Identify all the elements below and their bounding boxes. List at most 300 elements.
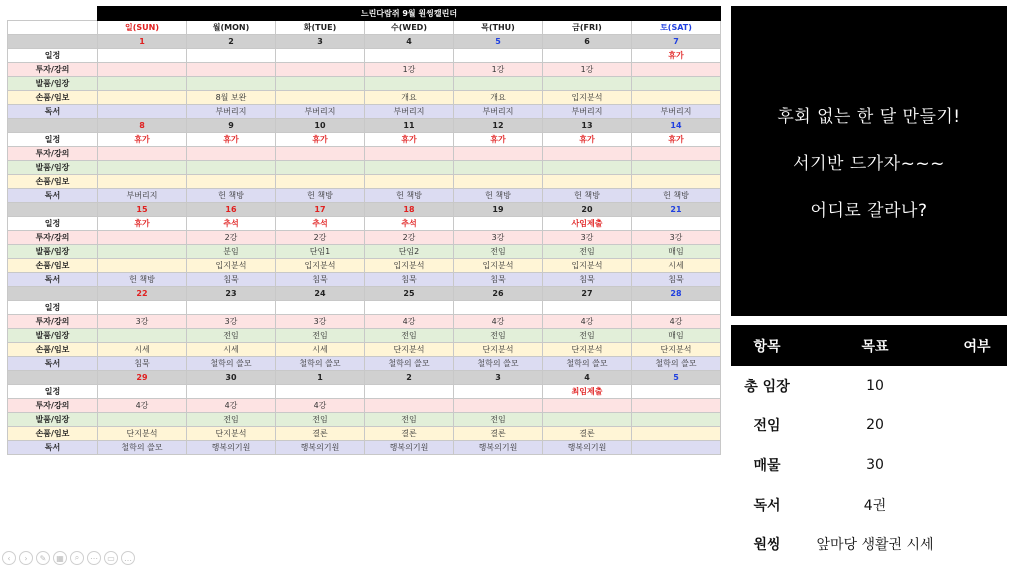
row-label: 독서 bbox=[8, 357, 98, 371]
calendar-cell: 3강 bbox=[632, 231, 721, 245]
day-header: 화(TUE) bbox=[276, 21, 365, 35]
date-cell: 12 bbox=[454, 119, 543, 133]
calendar-cell bbox=[187, 49, 276, 63]
calendar-cell bbox=[365, 301, 454, 315]
calendar-cell: 휴가 bbox=[98, 217, 187, 231]
goal-item: 매물 bbox=[753, 457, 781, 474]
calendar-cell: 부버리지 bbox=[632, 105, 721, 119]
day-header: 목(THU) bbox=[454, 21, 543, 35]
calendar-cell bbox=[276, 175, 365, 189]
date-cell: 13 bbox=[543, 119, 632, 133]
row-label: 발품/임장 bbox=[8, 413, 98, 427]
calendar-cell: 매임 bbox=[632, 245, 721, 259]
calendar-cell bbox=[276, 147, 365, 161]
calendar-cell: 헌 책방 bbox=[454, 189, 543, 203]
calendar-cell bbox=[365, 161, 454, 175]
row-label: 독서 bbox=[8, 189, 98, 203]
row-label: 투자/강의 bbox=[8, 399, 98, 413]
calendar-cell: 2강 bbox=[187, 231, 276, 245]
activity-row bbox=[8, 189, 721, 203]
date-row-blank bbox=[8, 287, 98, 301]
activity-row bbox=[8, 343, 721, 357]
date-cell: 23 bbox=[187, 287, 276, 301]
goal-status bbox=[947, 406, 1007, 446]
zoom-icon[interactable]: ⌕ bbox=[70, 551, 84, 565]
calendar-cell: 단임2 bbox=[365, 245, 454, 259]
calendar-cell bbox=[276, 301, 365, 315]
calendar-cell: 헌 책방 bbox=[187, 189, 276, 203]
calendar-cell: 입지분석 bbox=[365, 259, 454, 273]
calendar-cell bbox=[454, 385, 543, 399]
calendar-cell: 1강 bbox=[365, 63, 454, 77]
row-label: 손품/임보 bbox=[8, 259, 98, 273]
goal-item: 총 임장 bbox=[744, 378, 790, 395]
calendar-cell: 입지분석 bbox=[187, 259, 276, 273]
menu-icon[interactable]: … bbox=[121, 551, 135, 565]
activity-row bbox=[8, 175, 721, 189]
goals-header-item: 항목 bbox=[731, 325, 803, 366]
calendar-cell: 2강 bbox=[276, 231, 365, 245]
date-cell: 1 bbox=[98, 35, 187, 49]
calendar-cell: 부버리지 bbox=[276, 105, 365, 119]
row-label: 발품/임장 bbox=[8, 77, 98, 91]
date-row bbox=[8, 203, 721, 217]
calendar-cell bbox=[98, 91, 187, 105]
goals-header-status: 여부 bbox=[947, 325, 1007, 366]
calendar-cell: 시세 bbox=[187, 343, 276, 357]
calendar-cell bbox=[187, 385, 276, 399]
date-cell: 3 bbox=[454, 371, 543, 385]
calendar-cell: 전임 bbox=[187, 329, 276, 343]
goal-status bbox=[947, 445, 1007, 485]
row-label: 투자/강의 bbox=[8, 231, 98, 245]
calendar-cell: 헌 책방 bbox=[543, 189, 632, 203]
date-row-blank bbox=[8, 203, 98, 217]
date-cell: 5 bbox=[454, 35, 543, 49]
activity-row bbox=[8, 259, 721, 273]
date-cell: 16 bbox=[187, 203, 276, 217]
goals-header-row bbox=[731, 325, 1007, 366]
calendar-cell: 철학의 쓸모 bbox=[187, 357, 276, 371]
calendar-cell: 휴가 bbox=[632, 133, 721, 147]
calendar-cell: 추석 bbox=[276, 217, 365, 231]
calendar-cell: 3강 bbox=[98, 315, 187, 329]
calendar-cell: 헌 책방 bbox=[98, 273, 187, 287]
calendar-cell bbox=[98, 329, 187, 343]
calendar-cell: 3강 bbox=[454, 231, 543, 245]
day-header-row bbox=[8, 21, 721, 35]
calendar-cell bbox=[454, 175, 543, 189]
calendar-cell bbox=[365, 147, 454, 161]
calendar-cell: 매임 bbox=[632, 329, 721, 343]
activity-row bbox=[8, 441, 721, 455]
date-row bbox=[8, 287, 721, 301]
calendar-cell: 헌 책방 bbox=[365, 189, 454, 203]
activity-row bbox=[8, 413, 721, 427]
calendar-cell bbox=[365, 49, 454, 63]
date-cell: 29 bbox=[98, 371, 187, 385]
row-label: 일정 bbox=[8, 217, 98, 231]
calendar-cell: 결론 bbox=[454, 427, 543, 441]
goal-target: 30 bbox=[866, 456, 884, 473]
activity-row bbox=[8, 399, 721, 413]
goal-target: 20 bbox=[866, 417, 884, 434]
calendar-cell: 전임 bbox=[454, 245, 543, 259]
calendar-cell bbox=[543, 413, 632, 427]
calendar-cell: 침묵 bbox=[543, 273, 632, 287]
calendar-cell: 결론 bbox=[543, 427, 632, 441]
calendar-cell: 전임 bbox=[276, 329, 365, 343]
goal-item: 전임 bbox=[753, 418, 781, 435]
goal-row bbox=[731, 524, 1007, 564]
calendar-cell: 휴가 bbox=[365, 133, 454, 147]
row-label: 발품/임장 bbox=[8, 161, 98, 175]
date-cell: 24 bbox=[276, 287, 365, 301]
row-label: 독서 bbox=[8, 441, 98, 455]
calendar-cell bbox=[543, 301, 632, 315]
date-row bbox=[8, 371, 721, 385]
calendar-cell: 전임 bbox=[454, 329, 543, 343]
calendar-cell: 단지분석 bbox=[543, 343, 632, 357]
date-cell: 14 bbox=[632, 119, 721, 133]
calendar-cell bbox=[98, 175, 187, 189]
calendar-cell: 3강 bbox=[276, 315, 365, 329]
calendar-cell: 4강 bbox=[543, 315, 632, 329]
calendar-cell bbox=[187, 175, 276, 189]
date-cell: 27 bbox=[543, 287, 632, 301]
date-cell: 21 bbox=[632, 203, 721, 217]
date-row-blank bbox=[8, 119, 98, 133]
calendar-cell: 철학의 쓸모 bbox=[632, 357, 721, 371]
goal-status bbox=[947, 524, 1007, 564]
calendar-cell: 시세 bbox=[98, 343, 187, 357]
goals-header-target: 목표 bbox=[803, 325, 947, 366]
goal-item: 독서 bbox=[753, 497, 781, 514]
activity-row bbox=[8, 427, 721, 441]
calendar-cell: 단지분석 bbox=[187, 427, 276, 441]
calendar-cell bbox=[276, 77, 365, 91]
pen-icon[interactable]: ✎ bbox=[36, 551, 50, 565]
activity-row bbox=[8, 301, 721, 315]
date-cell: 2 bbox=[365, 371, 454, 385]
calendar-cell: 4강 bbox=[276, 399, 365, 413]
calendar-cell bbox=[365, 399, 454, 413]
back-icon[interactable]: ‹ bbox=[2, 551, 16, 565]
calendar-cell bbox=[98, 63, 187, 77]
calendar-title: 느린다람쥐 9월 원씽캘린더 bbox=[98, 7, 721, 21]
calendar-cell: 전임 bbox=[365, 413, 454, 427]
row-label: 발품/임장 bbox=[8, 245, 98, 259]
calendar-cell: 입지분석 bbox=[543, 259, 632, 273]
calendar-cell bbox=[187, 77, 276, 91]
row-label: 발품/임장 bbox=[8, 329, 98, 343]
calendar-cell: 입지분석 bbox=[454, 259, 543, 273]
calendar-cell: 3강 bbox=[187, 315, 276, 329]
calendar-cell: 침묵 bbox=[276, 273, 365, 287]
date-cell: 4 bbox=[365, 35, 454, 49]
goal-row bbox=[731, 485, 1007, 525]
date-cell: 30 bbox=[187, 371, 276, 385]
calendar-cell bbox=[632, 301, 721, 315]
calendar-cell: 추석 bbox=[365, 217, 454, 231]
date-row-blank bbox=[8, 35, 98, 49]
calendar-cell: 철학의 쓸모 bbox=[454, 357, 543, 371]
calendar-cell: 분임 bbox=[187, 245, 276, 259]
calendar-cell bbox=[454, 147, 543, 161]
calendar-cell bbox=[454, 49, 543, 63]
calendar-cell bbox=[543, 399, 632, 413]
calendar-cell: 부버리지 bbox=[543, 105, 632, 119]
row-label: 일정 bbox=[8, 133, 98, 147]
motto-line-2: 서기반 드가자~~~ bbox=[793, 153, 945, 174]
goal-row bbox=[731, 445, 1007, 485]
activity-row bbox=[8, 63, 721, 77]
calendar-cell bbox=[98, 161, 187, 175]
calendar-cell bbox=[632, 385, 721, 399]
goal-status bbox=[947, 485, 1007, 525]
date-cell: 19 bbox=[454, 203, 543, 217]
goal-item: 원씽 bbox=[753, 537, 781, 554]
date-cell: 26 bbox=[454, 287, 543, 301]
calendar-cell bbox=[276, 91, 365, 105]
calendar-cell: 단지분석 bbox=[454, 343, 543, 357]
calendar-cell: 입지분석 bbox=[276, 259, 365, 273]
calendar-cell bbox=[276, 49, 365, 63]
calendar-cell: 철학의 쓸모 bbox=[543, 357, 632, 371]
motto-line-1: 후회 없는 한 달 만들기! bbox=[777, 106, 961, 127]
calendar-cell bbox=[98, 231, 187, 245]
calendar-cell: 철학의 쓸모 bbox=[98, 441, 187, 455]
calendar-cell: 철학의 쓸모 bbox=[276, 357, 365, 371]
row-label: 투자/강의 bbox=[8, 63, 98, 77]
date-cell: 20 bbox=[543, 203, 632, 217]
calendar-cell: 부버리지 bbox=[365, 105, 454, 119]
date-cell: 8 bbox=[98, 119, 187, 133]
calendar-cell bbox=[98, 413, 187, 427]
calendar-cell bbox=[632, 413, 721, 427]
calendar-cell bbox=[365, 385, 454, 399]
calendar-cell: 부버리지 bbox=[98, 189, 187, 203]
calendar-cell: 행복의기원 bbox=[365, 441, 454, 455]
subtitle-icon[interactable]: ▭ bbox=[104, 551, 118, 565]
calendar-cell bbox=[276, 63, 365, 77]
date-cell: 4 bbox=[543, 371, 632, 385]
calendar-cell bbox=[98, 105, 187, 119]
slides-icon[interactable]: ▦ bbox=[53, 551, 67, 565]
goal-status bbox=[947, 366, 1007, 406]
calendar-cell: 휴가 bbox=[276, 133, 365, 147]
calendar-cell bbox=[632, 175, 721, 189]
monthly-calendar-table bbox=[7, 6, 721, 455]
calendar-cell bbox=[365, 77, 454, 91]
calendar-cell bbox=[543, 175, 632, 189]
activity-row bbox=[8, 49, 721, 63]
calendar-cell: 행복의기원 bbox=[276, 441, 365, 455]
activity-row bbox=[8, 161, 721, 175]
calendar-cell: 부버리지 bbox=[187, 105, 276, 119]
date-cell: 15 bbox=[98, 203, 187, 217]
calendar-cell: 개요 bbox=[454, 91, 543, 105]
calendar-cell: 2강 bbox=[365, 231, 454, 245]
calendar-cell: 전임 bbox=[365, 329, 454, 343]
day-header-blank bbox=[8, 21, 98, 35]
calendar-cell: 침묵 bbox=[632, 273, 721, 287]
row-label: 독서 bbox=[8, 105, 98, 119]
row-label: 일정 bbox=[8, 385, 98, 399]
row-label: 손품/임보 bbox=[8, 91, 98, 105]
calendar-cell bbox=[454, 217, 543, 231]
date-cell: 7 bbox=[632, 35, 721, 49]
day-header: 토(SAT) bbox=[632, 21, 721, 35]
calendar-cell: 침묵 bbox=[454, 273, 543, 287]
date-cell: 11 bbox=[365, 119, 454, 133]
motto-panel bbox=[731, 6, 1007, 316]
calendar-cell: 1강 bbox=[543, 63, 632, 77]
calendar-cell: 단지분석 bbox=[365, 343, 454, 357]
row-label: 투자/강의 bbox=[8, 315, 98, 329]
calendar-cell bbox=[632, 399, 721, 413]
calendar-cell bbox=[187, 147, 276, 161]
calendar-cell bbox=[632, 217, 721, 231]
calendar-cell: 8월 보완 bbox=[187, 91, 276, 105]
row-label: 손품/임보 bbox=[8, 343, 98, 357]
calendar-cell bbox=[632, 63, 721, 77]
activity-row bbox=[8, 77, 721, 91]
row-label: 투자/강의 bbox=[8, 147, 98, 161]
row-label: 독서 bbox=[8, 273, 98, 287]
calendar-cell: 전임 bbox=[543, 329, 632, 343]
calendar-cell bbox=[454, 399, 543, 413]
date-cell: 18 bbox=[365, 203, 454, 217]
row-label: 손품/임보 bbox=[8, 427, 98, 441]
calendar-cell: 결론 bbox=[276, 427, 365, 441]
goal-row bbox=[731, 406, 1007, 446]
calendar-cell: 휴가 bbox=[98, 133, 187, 147]
calendar-cell: 부버리지 bbox=[454, 105, 543, 119]
activity-row bbox=[8, 315, 721, 329]
goal-target: 앞마당 생활권 시세 bbox=[816, 537, 934, 554]
calendar-cell bbox=[454, 301, 543, 315]
calendar-cell: 철학의 쓸모 bbox=[365, 357, 454, 371]
calendar-cell bbox=[187, 161, 276, 175]
calendar-cell bbox=[98, 301, 187, 315]
calendar-cell: 4강 bbox=[187, 399, 276, 413]
goal-target: 10 bbox=[866, 377, 884, 394]
calendar-cell: 추석 bbox=[187, 217, 276, 231]
calendar-cell: 행복의기원 bbox=[543, 441, 632, 455]
calendar-cell: 사임제출 bbox=[543, 217, 632, 231]
activity-row bbox=[8, 147, 721, 161]
presentation-toolbar bbox=[2, 551, 135, 567]
calendar-cell bbox=[365, 175, 454, 189]
forward-icon[interactable]: › bbox=[19, 551, 33, 565]
calendar-corner-blank bbox=[8, 7, 98, 21]
more-icon[interactable]: ⋯ bbox=[87, 551, 101, 565]
calendar-cell bbox=[98, 245, 187, 259]
date-cell: 17 bbox=[276, 203, 365, 217]
activity-row bbox=[8, 91, 721, 105]
activity-row bbox=[8, 133, 721, 147]
calendar-cell: 행복의기원 bbox=[454, 441, 543, 455]
date-cell: 25 bbox=[365, 287, 454, 301]
calendar-title-row bbox=[8, 7, 721, 21]
calendar-cell bbox=[98, 259, 187, 273]
calendar-cell bbox=[632, 91, 721, 105]
calendar-cell bbox=[454, 77, 543, 91]
calendar-cell bbox=[543, 49, 632, 63]
calendar-cell bbox=[98, 385, 187, 399]
calendar-cell bbox=[632, 77, 721, 91]
calendar-cell: 1강 bbox=[454, 63, 543, 77]
date-cell: 28 bbox=[632, 287, 721, 301]
calendar-cell: 입지분석 bbox=[543, 91, 632, 105]
calendar-cell bbox=[632, 427, 721, 441]
calendar-cell bbox=[543, 77, 632, 91]
row-label: 손품/임보 bbox=[8, 175, 98, 189]
calendar-cell: 헌 책방 bbox=[276, 189, 365, 203]
calendar-cell: 4강 bbox=[632, 315, 721, 329]
calendar-cell: 침묵 bbox=[98, 357, 187, 371]
date-cell: 9 bbox=[187, 119, 276, 133]
motto-line-3: 어디로 갈라나? bbox=[810, 200, 928, 221]
goals-table bbox=[731, 325, 1007, 564]
calendar-cell: 전임 bbox=[454, 413, 543, 427]
calendar-cell bbox=[98, 147, 187, 161]
day-header: 금(FRI) bbox=[543, 21, 632, 35]
calendar-cell bbox=[632, 147, 721, 161]
date-row-blank bbox=[8, 371, 98, 385]
calendar-cell: 전임 bbox=[276, 413, 365, 427]
activity-row bbox=[8, 385, 721, 399]
calendar-cell bbox=[187, 63, 276, 77]
calendar-cell: 단지분석 bbox=[98, 427, 187, 441]
calendar-cell bbox=[276, 161, 365, 175]
day-header: 월(MON) bbox=[187, 21, 276, 35]
activity-row bbox=[8, 357, 721, 371]
goal-row bbox=[731, 366, 1007, 406]
calendar-cell: 4강 bbox=[454, 315, 543, 329]
activity-row bbox=[8, 217, 721, 231]
calendar-cell: 시세 bbox=[632, 259, 721, 273]
calendar-cell: 최임제출 bbox=[543, 385, 632, 399]
calendar-cell: 시세 bbox=[276, 343, 365, 357]
calendar-cell bbox=[276, 385, 365, 399]
calendar-cell: 휴가 bbox=[543, 133, 632, 147]
calendar-cell bbox=[454, 161, 543, 175]
calendar-cell: 헌 책방 bbox=[632, 189, 721, 203]
calendar-cell bbox=[543, 161, 632, 175]
calendar-cell: 휴가 bbox=[454, 133, 543, 147]
goal-target: 4권 bbox=[863, 497, 887, 514]
calendar-cell: 3강 bbox=[543, 231, 632, 245]
calendar-cell: 휴가 bbox=[632, 49, 721, 63]
day-header: 수(WED) bbox=[365, 21, 454, 35]
calendar-cell: 결론 bbox=[365, 427, 454, 441]
date-cell: 10 bbox=[276, 119, 365, 133]
calendar-cell bbox=[632, 441, 721, 455]
day-header: 일(SUN) bbox=[98, 21, 187, 35]
date-row bbox=[8, 119, 721, 133]
calendar-cell: 행복의기원 bbox=[187, 441, 276, 455]
date-cell: 6 bbox=[543, 35, 632, 49]
date-cell: 5 bbox=[632, 371, 721, 385]
activity-row bbox=[8, 231, 721, 245]
calendar-cell bbox=[543, 147, 632, 161]
date-cell: 1 bbox=[276, 371, 365, 385]
activity-row bbox=[8, 105, 721, 119]
activity-row bbox=[8, 273, 721, 287]
activity-row bbox=[8, 245, 721, 259]
